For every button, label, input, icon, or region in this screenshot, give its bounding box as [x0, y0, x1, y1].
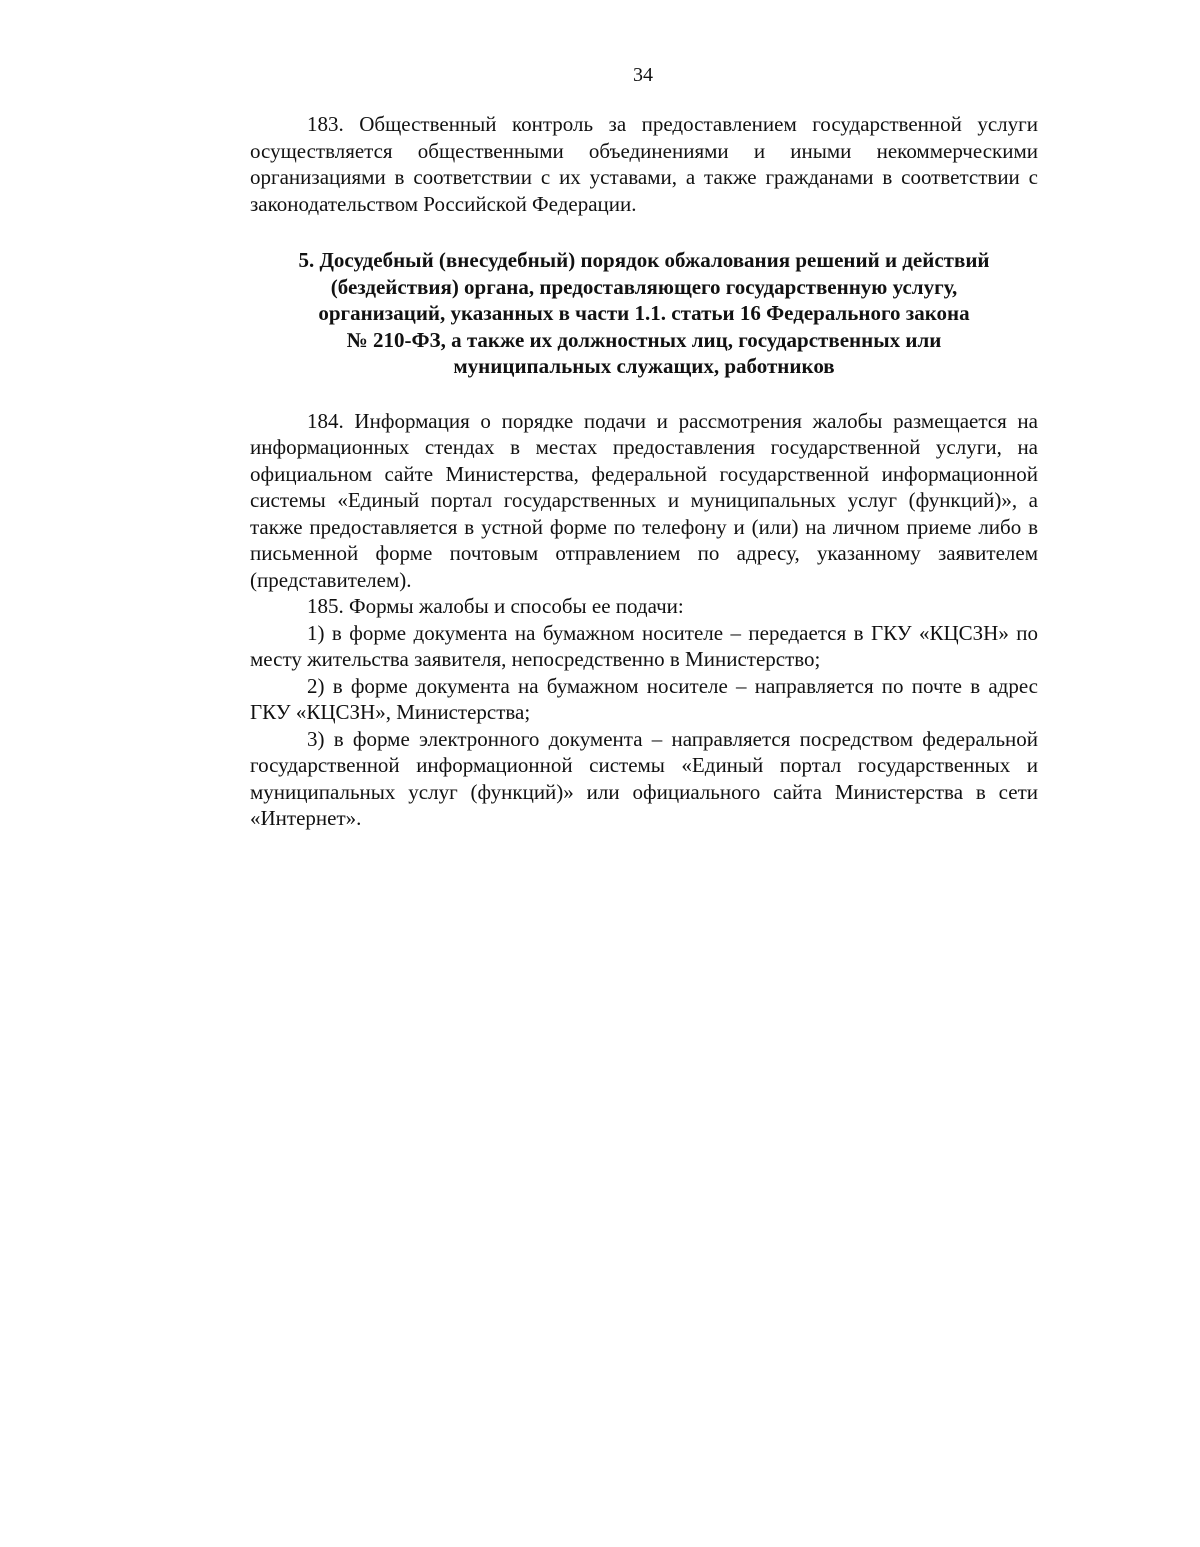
list-item-2: 2) в форме документа на бумажном носителе – направляется по почте в адрес ГКУ «КЦСЗН», Министерства;	[250, 673, 1038, 724]
paragraph-183: 183. Общественный контроль за предоставлением государственной услуги осуществляется общественными объединениями и иными некоммерческими организациями в соответствии с их уставами, а также гражданами в соответствии с законодательством Российской Федерации.	[250, 112, 1038, 216]
list-item-1: 1) в форме документа на бумажном носителе – передается в ГКУ «КЦСЗН» по месту жительства заявителя, непосредственно в Министерство;	[250, 620, 1038, 671]
paragraph-185: 185. Формы жалобы и способы ее подачи:	[307, 594, 684, 618]
section-heading-line: организаций, указанных в части 1.1. статьи 16 Федерального закона	[318, 301, 970, 325]
section-heading-line: муниципальных служащих, работников	[453, 354, 835, 378]
section-heading	[250, 247, 1038, 380]
document-body	[250, 111, 1038, 832]
paragraph-184: 184. Информация о порядке подачи и рассмотрения жалобы размещается на информационных стендах в местах предоставления государственной услуги, на официальном сайте Министерства, федеральной государственной информационной системы «Единый портал государственных и муниципальных услуг (функций)», а также предоставляется в устной форме по телефону и (или) на личном приеме либо в письменной форме почтовым отправлением по адресу, указанному заявителем (представителем).	[250, 408, 1038, 592]
section-heading-line: (бездействия) органа, предоставляющего государственную услугу,	[330, 274, 958, 299]
section-heading-line: 5. Досудебный (внесудебный) порядок обжалования решений и действий	[298, 248, 990, 272]
list-item-3: 3) в форме электронного документа – направляется посредством федеральной государственной информационной системы «Единый портал государственных и муниципальных услуг (функций)» или официального сайта Министерства в сети «Интернет».	[250, 726, 1038, 830]
section-heading-line: № 210-ФЗ, а также их должностных лиц, государственных или	[346, 327, 942, 352]
page-number: 34	[633, 64, 653, 86]
